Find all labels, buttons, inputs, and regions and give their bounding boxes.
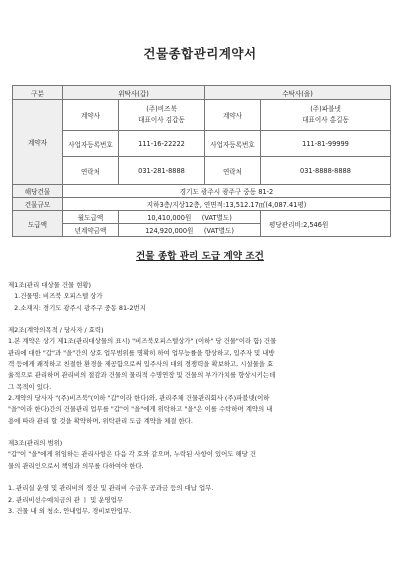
eul-company-name: (주)파블넷	[310, 105, 341, 113]
header-eul: 수탁사(을)	[205, 86, 391, 100]
gap-company-label: 계약사	[63, 100, 119, 131]
building-label: 해당건물	[13, 185, 63, 198]
clause-line: 3. 건물 내 외 청소, 안내업무, 경비보안업무.	[8, 506, 132, 515]
clause-line	[8, 427, 394, 438]
gap-representative: 대표이사 김갑동	[138, 116, 185, 124]
eul-contact: 031-8888-8888	[261, 157, 391, 185]
scale-label: 건물규모	[13, 198, 63, 211]
clause-line: 2. 관리비선수예치금의 관 ㅣ 및 운영업무	[8, 495, 124, 504]
header-gubun: 구분	[13, 86, 63, 100]
table-row	[13, 185, 391, 198]
eul-reg-label: 사업자등록번호	[205, 131, 261, 157]
clause-line: "을"이라 한다)간의 건물관리 업무를 "갑"이 "을"에게 위탁하고 "을"은 이를 수탁하며 계약의 내	[8, 405, 273, 414]
monthly-amount	[119, 211, 261, 224]
clause-line: 1.본 계약은 상기 제1조(관리대상물의 표시) "비즈북오피스텔상가" (이하" 당 건물"이라 함) 건물	[8, 337, 277, 346]
gap-reg-label: 사업자등록번호	[63, 131, 119, 157]
gap-contact-label: 연락처	[63, 157, 119, 185]
clause-line: 객 등에게 쾌적하고 친절한 환경을 제공함으로써 입주사의 대외 경쟁력을 확보하고, 시설물을 효	[8, 360, 274, 369]
table-row	[13, 100, 391, 131]
annual-label: 년계약금액	[63, 224, 119, 237]
clause-line: 2.소재지: 경기도 광주시 광주구 중동 81-2번지	[8, 303, 146, 312]
monthly-vat: (VAT별도)	[201, 214, 232, 222]
monthly-value: 10,410,000원	[147, 214, 192, 222]
table-row	[13, 157, 391, 185]
contract-info-table	[12, 85, 391, 237]
clause-line: 용에 따라 관리 할 것을 확약하며, 위탁관리 도급 계약을 체결 한다.	[8, 416, 193, 425]
contract-label: 도급액	[13, 211, 63, 237]
gap-contact: 031-281-8888	[119, 157, 205, 185]
clause-line: 율적으로 관리하며 관리비의 절감과 건물의 물리적 수명연장 및 건물의 부가가치를 향상시키는데	[8, 371, 276, 380]
building-value: 경기도 광주시 광주구 중동 81-2	[63, 185, 391, 198]
contract-clauses	[8, 280, 394, 517]
clause-line	[8, 314, 394, 325]
annual-amount	[119, 224, 261, 237]
document-title: 건물종합관리계약서	[143, 46, 257, 61]
table-header-row	[13, 86, 391, 100]
clause-line: 제2조(계약의목적 / 당사자 / 효력)	[8, 326, 104, 335]
table-row	[13, 131, 391, 157]
clause-line: 제1조(관리 대상물 건물 현황)	[8, 281, 92, 289]
clause-line	[8, 472, 394, 483]
eul-company	[261, 100, 391, 131]
gap-company	[119, 100, 205, 131]
header-gap: 위탁사(갑)	[63, 86, 205, 100]
monthly-label: 월도급액	[63, 211, 119, 224]
table-row	[13, 211, 391, 224]
eul-representative: 대표이사 홍길동	[302, 116, 349, 124]
clause-line: 물의 관리인으로서 책임과 의무를 다하여야 한다.	[8, 461, 144, 470]
clause-line: 1.건물명: 비즈북 오피스텔 상가	[8, 292, 103, 301]
annual-vat: (VAT별도)	[203, 227, 234, 235]
clause-line: 1. 관리실 운영 및 관리비의 정산 및 관리비 수금후 공과금 등의 대납 업무.	[8, 484, 214, 493]
table-row	[13, 198, 391, 211]
gap-company-name: (주)비즈북	[146, 105, 177, 113]
clause-line: "갑"이 "을"에게 위임하는 관리사항은 다음 각 호와 같으며, 누락된 사항이 있어도 해당 건	[8, 450, 257, 459]
annual-value: 124,920,000원	[145, 227, 194, 235]
eul-company-label: 계약사	[205, 100, 261, 131]
per-pyeong: 평당관리비:2,546원	[261, 211, 391, 237]
clause-line: 제3조(관리의 범위)	[8, 439, 63, 448]
section-title-text: 건물 종합 관리 도급 계약 조건	[136, 251, 264, 262]
scale-value: 지하3층/지상12층, 연면적:13,512.17㎡(4,087.41평)	[63, 198, 391, 211]
eul-contact-label: 연락처	[205, 157, 261, 185]
gap-reg-no: 111-16-22222	[119, 131, 205, 157]
parties-label: 계약자	[13, 100, 63, 185]
section-title	[0, 248, 400, 262]
clause-line: 2.계약의 당사자 "(주)비즈북"(이하 "갑"이라 한다)와, 관리주체 건물관리회사 (주)파블넷(이하	[8, 393, 270, 402]
clause-line: 그 목적이 있다.	[8, 382, 52, 391]
eul-reg-no: 111-81-99999	[261, 131, 391, 157]
clause-line: 관리에 대한 "갑"과 "을"간의 상호 업무범위를 명확히 하여 업무능률을 향상하고, 입주자 및 내방	[8, 348, 275, 357]
